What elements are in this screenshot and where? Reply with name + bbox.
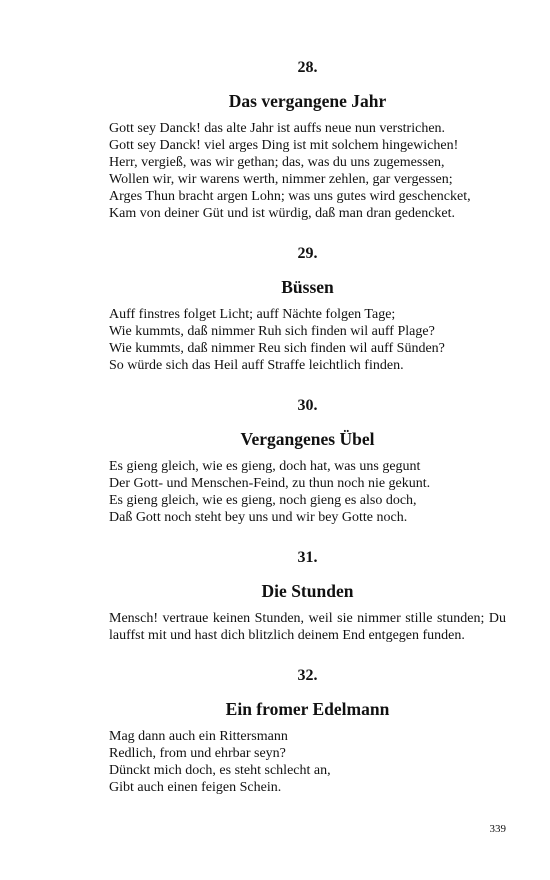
poem-28 <box>109 58 506 222</box>
verse-line: Gott sey Danck! viel arges Ding ist mit solchem hingewichen! <box>109 138 459 153</box>
verse-line: Mag dann auch ein Rittersmann <box>109 729 288 744</box>
verse-line: Kam von deiner Güt und ist würdig, daß man dran gedencket. <box>109 206 456 221</box>
poem-title: Die Stunden <box>261 581 354 601</box>
poem-verse <box>109 120 506 222</box>
poem-number: 29. <box>297 245 318 262</box>
verse-line: Dünckt mich doch, es steht schlecht an, <box>109 763 331 778</box>
poem-number: 31. <box>297 549 318 566</box>
page-content <box>109 58 506 796</box>
verse-line: Gibt auch einen feigen Schein. <box>109 780 282 795</box>
poem-number: 30. <box>297 397 318 414</box>
verse-line: Wollen wir, wir warens werth, nimmer zehlen, gar vergessen; <box>109 172 453 187</box>
verse-line: Wie kummts, daß nimmer Ruh sich finden wil auff Plage? <box>109 324 435 339</box>
verse-line: Es gieng gleich, wie es gieng, noch gieng es also doch, <box>109 493 417 508</box>
verse-line: Gott sey Danck! das alte Jahr ist auffs neue nun verstrichen. <box>109 121 446 136</box>
verse-line: Es gieng gleich, wie es gieng, doch hat, was uns gegunt <box>109 459 421 474</box>
poem-verse <box>109 728 506 796</box>
poem-verse <box>109 306 506 374</box>
poem-title: Büssen <box>281 277 334 297</box>
verse-line: Auff finstres folget Licht; auff Nächte folgen Tage; <box>109 307 396 322</box>
poem-title: Vergangenes Übel <box>240 429 375 449</box>
poem-31 <box>109 548 506 644</box>
poem-verse <box>109 610 506 644</box>
verse-line: Der Gott- und Menschen-Feind, zu thun noch nie gekunt. <box>109 476 431 491</box>
verse-line: Daß Gott noch steht bey uns und wir bey Gotte noch. <box>109 510 408 525</box>
poem-verse <box>109 458 506 526</box>
page-number: 339 <box>489 823 506 835</box>
poem-30 <box>109 396 506 526</box>
verse-line: Wie kummts, daß nimmer Reu sich finden wil auff Sünden? <box>109 341 445 356</box>
verse-line: Arges Thun bracht argen Lohn; was uns gutes wird geschencket, <box>109 189 471 204</box>
poem-29 <box>109 244 506 374</box>
verse-line: Redlich, from und ehrbar seyn? <box>109 746 286 761</box>
poem-number: 32. <box>297 667 318 684</box>
poem-title: Das vergangene Jahr <box>228 91 387 111</box>
poem-32 <box>109 666 506 796</box>
poem-number: 28. <box>297 59 318 76</box>
verse-paragraph: Mensch! vertraue keinen Stunden, weil sie nimmer stille stunden; Du lauffst mit und hast dich blitzlich deinem End entgegen funden. <box>109 611 506 643</box>
verse-line: Herr, vergieß, was wir gethan; das, was du uns zugemessen, <box>109 155 445 170</box>
poem-title: Ein fromer Edelmann <box>225 699 390 719</box>
verse-line: So würde sich das Heil auff Straffe leichtlich finden. <box>109 358 404 373</box>
